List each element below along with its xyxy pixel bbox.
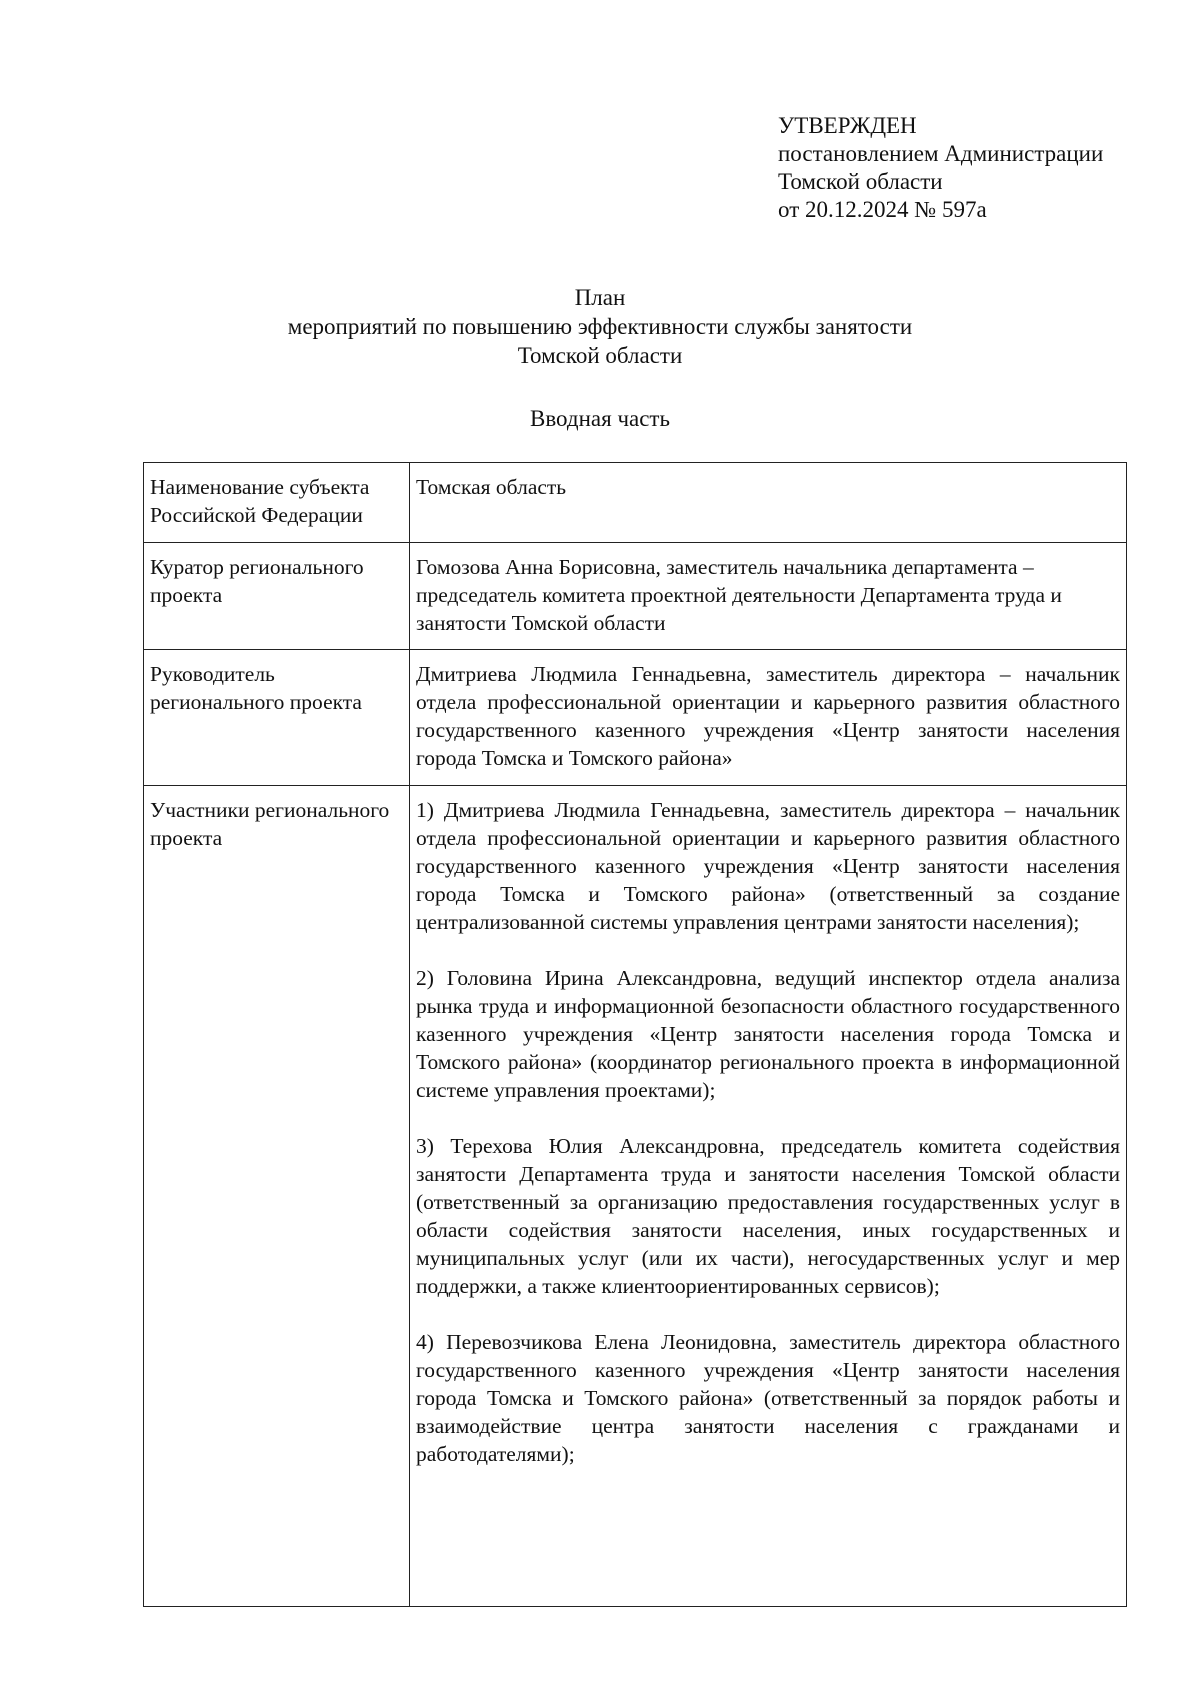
intro-table [143,462,1127,1607]
participants-list [410,786,1127,1607]
title-line-1: План [574,285,626,310]
title-line-2: мероприятий по повышению эффективности службы занятости [287,314,913,339]
row-label: Руководитель регионального проекта [144,650,410,786]
row-label: Наименование субъекта Российской Федерации [144,463,410,543]
participant-item: 3) Терехова Юлия Александровна, председатель комитета содействия занятости Департамента труда и занятости населения Томской области (ответственный за организацию предоставления государственных услуг в области содействия занятости населения, иных государственных и муниципальных услуг (или их части), негосударственных услуг и мер поддержки, а также клиентоориентированных сервисов); [416,1134,1120,1298]
section-title: Вводная часть [530,406,670,431]
document-title [0,283,1200,370]
table-row [144,543,1127,650]
row-value: Томская область [410,463,1127,543]
approval-heading: УТВЕРЖДЕН [778,113,917,138]
table-row [144,786,1127,1607]
approval-stamp [778,112,1103,224]
table-row [144,650,1127,786]
participant-item: 1) Дмитриева Людмила Геннадьевна, заместитель директора – начальник отдела профессиональной ориентации и карьерного развития областного государственного казенного учреждения «Центр занятости населения города Томска и Томского района» (ответственный за создание централизованной системы управления центрами занятости населения); [416,798,1120,934]
row-label: Участники регионального проекта [144,786,410,1607]
row-value: Дмитриева Людмила Геннадьевна, заместитель директора – начальник отдела профессиональной ориентации и карьерного развития областного государственного казенного учреждения «Центр занятости населения города Томска и Томского района» [410,650,1127,786]
table-row [144,463,1127,543]
title-line-3: Томской области [517,343,683,368]
approval-decree: постановлением Администрации [778,141,1104,166]
approval-region: Томской области [778,169,943,194]
row-value: Гомозова Анна Борисовна, заместитель начальника департамента – председатель комитета проектной деятельности Департамента труда и занятости Томской области [410,543,1127,650]
row-label: Куратор регионального проекта [144,543,410,650]
approval-date-number: от 20.12.2024 № 597а [778,197,987,222]
participant-item: 2) Головина Ирина Александровна, ведущий инспектор отдела анализа рынка труда и информационной безопасности областного государственного казенного учреждения «Центр занятости населения города Томска и Томского района» (координатор регионального проекта в информационной системе управления проектами); [416,966,1120,1102]
participant-item: 4) Перевозчикова Елена Леонидовна, заместитель директора областного государственного казенного учреждения «Центр занятости населения города Томска и Томского района» (ответственный за порядок работы и взаимодействие центра занятости населения с гражданами и работодателями); [416,1330,1120,1466]
